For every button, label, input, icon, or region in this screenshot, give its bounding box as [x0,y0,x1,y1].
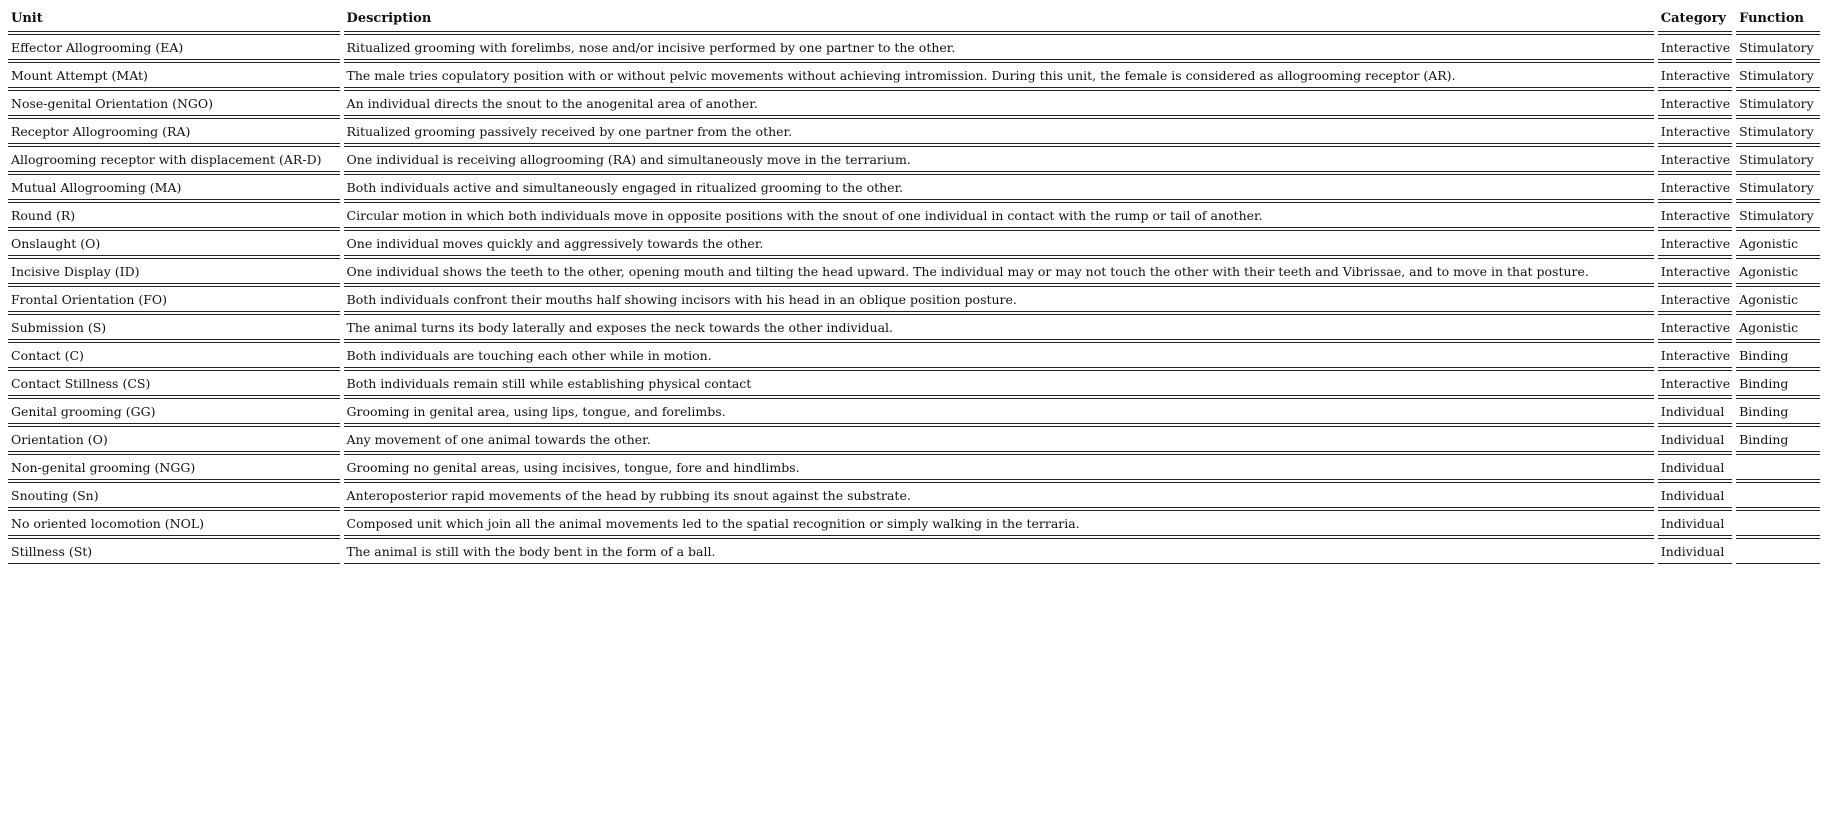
cell-category: Interactive [1658,370,1732,396]
cell-description: Both individuals active and simultaneously engaged in ritualized grooming to the other. [344,174,1654,200]
cell-unit: Snouting (Sn) [8,482,340,508]
cell-description: The animal is still with the body bent in the form of a ball. [344,538,1654,564]
table-row [8,510,1820,536]
cell-description: The male tries copulatory position with or without pelvic movements without achieving intromission. During this unit, the female is considered as allogrooming receptor (AR). [344,62,1654,88]
cell-function: Stimulatory [1736,146,1820,172]
table-row [8,62,1820,88]
cell-unit: Round (R) [8,202,340,228]
header-category: Category [1658,6,1732,32]
cell-unit: Incisive Display (ID) [8,258,340,284]
cell-function: Stimulatory [1736,202,1820,228]
cell-description: Any movement of one animal towards the other. [344,426,1654,452]
cell-unit: Nose-genital Orientation (NGO) [8,90,340,116]
cell-description: Composed unit which join all the animal movements led to the spatial recognition or simply walking in the terraria. [344,510,1654,536]
header-description: Description [344,6,1654,32]
cell-description: Both individuals are touching each other while in motion. [344,342,1654,368]
cell-category: Interactive [1658,146,1732,172]
cell-category: Interactive [1658,202,1732,228]
cell-function: Stimulatory [1736,118,1820,144]
cell-function: Agonistic [1736,258,1820,284]
cell-unit: Effector Allogrooming (EA) [8,34,340,60]
cell-function: Stimulatory [1736,34,1820,60]
cell-unit: Receptor Allogrooming (RA) [8,118,340,144]
table-row [8,342,1820,368]
cell-category: Individual [1658,510,1732,536]
table-row [8,90,1820,116]
cell-category: Interactive [1658,118,1732,144]
cell-description: One individual shows the teeth to the other, opening mouth and tilting the head upward. The individual may or may not touch the other with their teeth and Vibrissae, and to move in that posture. [344,258,1654,284]
cell-function [1736,454,1820,480]
cell-description: One individual moves quickly and aggressively towards the other. [344,230,1654,256]
cell-function [1736,482,1820,508]
table-row [8,286,1820,312]
cell-category: Individual [1658,482,1732,508]
table-body [8,34,1820,564]
cell-category: Interactive [1658,286,1732,312]
cell-description: Grooming in genital area, using lips, tongue, and forelimbs. [344,398,1654,424]
header-row [8,6,1820,32]
cell-category: Interactive [1658,258,1732,284]
cell-description: Both individuals remain still while establishing physical contact [344,370,1654,396]
cell-unit: Contact (C) [8,342,340,368]
table-row [8,314,1820,340]
cell-category: Individual [1658,538,1732,564]
cell-function: Binding [1736,398,1820,424]
table-row [8,146,1820,172]
cell-unit: Mount Attempt (MAt) [8,62,340,88]
cell-category: Individual [1658,398,1732,424]
cell-function [1736,538,1820,564]
table-row [8,230,1820,256]
cell-description: Anteroposterior rapid movements of the head by rubbing its snout against the substrate. [344,482,1654,508]
cell-category: Individual [1658,454,1732,480]
cell-description: Grooming no genital areas, using incisives, tongue, fore and hindlimbs. [344,454,1654,480]
cell-unit: Allogrooming receptor with displacement (AR-D) [8,146,340,172]
cell-description: Both individuals confront their mouths half showing incisors with his head in an oblique position posture. [344,286,1654,312]
cell-function: Agonistic [1736,230,1820,256]
cell-description: One individual is receiving allogrooming (RA) and simultaneously move in the terrarium. [344,146,1654,172]
cell-description: Ritualized grooming with forelimbs, nose and/or incisive performed by one partner to the other. [344,34,1654,60]
cell-description: Circular motion in which both individuals move in opposite positions with the snout of one individual in contact with the rump or tail of another. [344,202,1654,228]
cell-unit: No oriented locomotion (NOL) [8,510,340,536]
behavior-units-table [4,4,1824,566]
cell-category: Interactive [1658,90,1732,116]
cell-unit: Stillness (St) [8,538,340,564]
cell-description: An individual directs the snout to the anogenital area of another. [344,90,1654,116]
cell-category: Interactive [1658,62,1732,88]
cell-function: Binding [1736,342,1820,368]
cell-category: Interactive [1658,314,1732,340]
cell-unit: Onslaught (O) [8,230,340,256]
table-row [8,202,1820,228]
table-row [8,482,1820,508]
cell-function: Binding [1736,426,1820,452]
cell-category: Individual [1658,426,1732,452]
table-row [8,454,1820,480]
cell-unit: Orientation (O) [8,426,340,452]
cell-category: Interactive [1658,34,1732,60]
header-function: Function [1736,6,1820,32]
cell-category: Interactive [1658,342,1732,368]
cell-description: The animal turns its body laterally and exposes the neck towards the other individual. [344,314,1654,340]
table-row [8,398,1820,424]
table-row [8,34,1820,60]
cell-unit: Contact Stillness (CS) [8,370,340,396]
cell-function: Stimulatory [1736,62,1820,88]
cell-function: Stimulatory [1736,174,1820,200]
cell-unit: Submission (S) [8,314,340,340]
cell-function: Stimulatory [1736,90,1820,116]
header-unit: Unit [8,6,340,32]
cell-function: Agonistic [1736,314,1820,340]
cell-unit: Non-genital grooming (NGG) [8,454,340,480]
table-row [8,538,1820,564]
table-row [8,370,1820,396]
cell-unit: Genital grooming (GG) [8,398,340,424]
table-row [8,118,1820,144]
table-row [8,258,1820,284]
cell-function: Agonistic [1736,286,1820,312]
cell-function [1736,510,1820,536]
cell-description: Ritualized grooming passively received by one partner from the other. [344,118,1654,144]
table-row [8,426,1820,452]
cell-function: Binding [1736,370,1820,396]
cell-category: Interactive [1658,174,1732,200]
table-row [8,174,1820,200]
cell-category: Interactive [1658,230,1732,256]
cell-unit: Frontal Orientation (FO) [8,286,340,312]
cell-unit: Mutual Allogrooming (MA) [8,174,340,200]
